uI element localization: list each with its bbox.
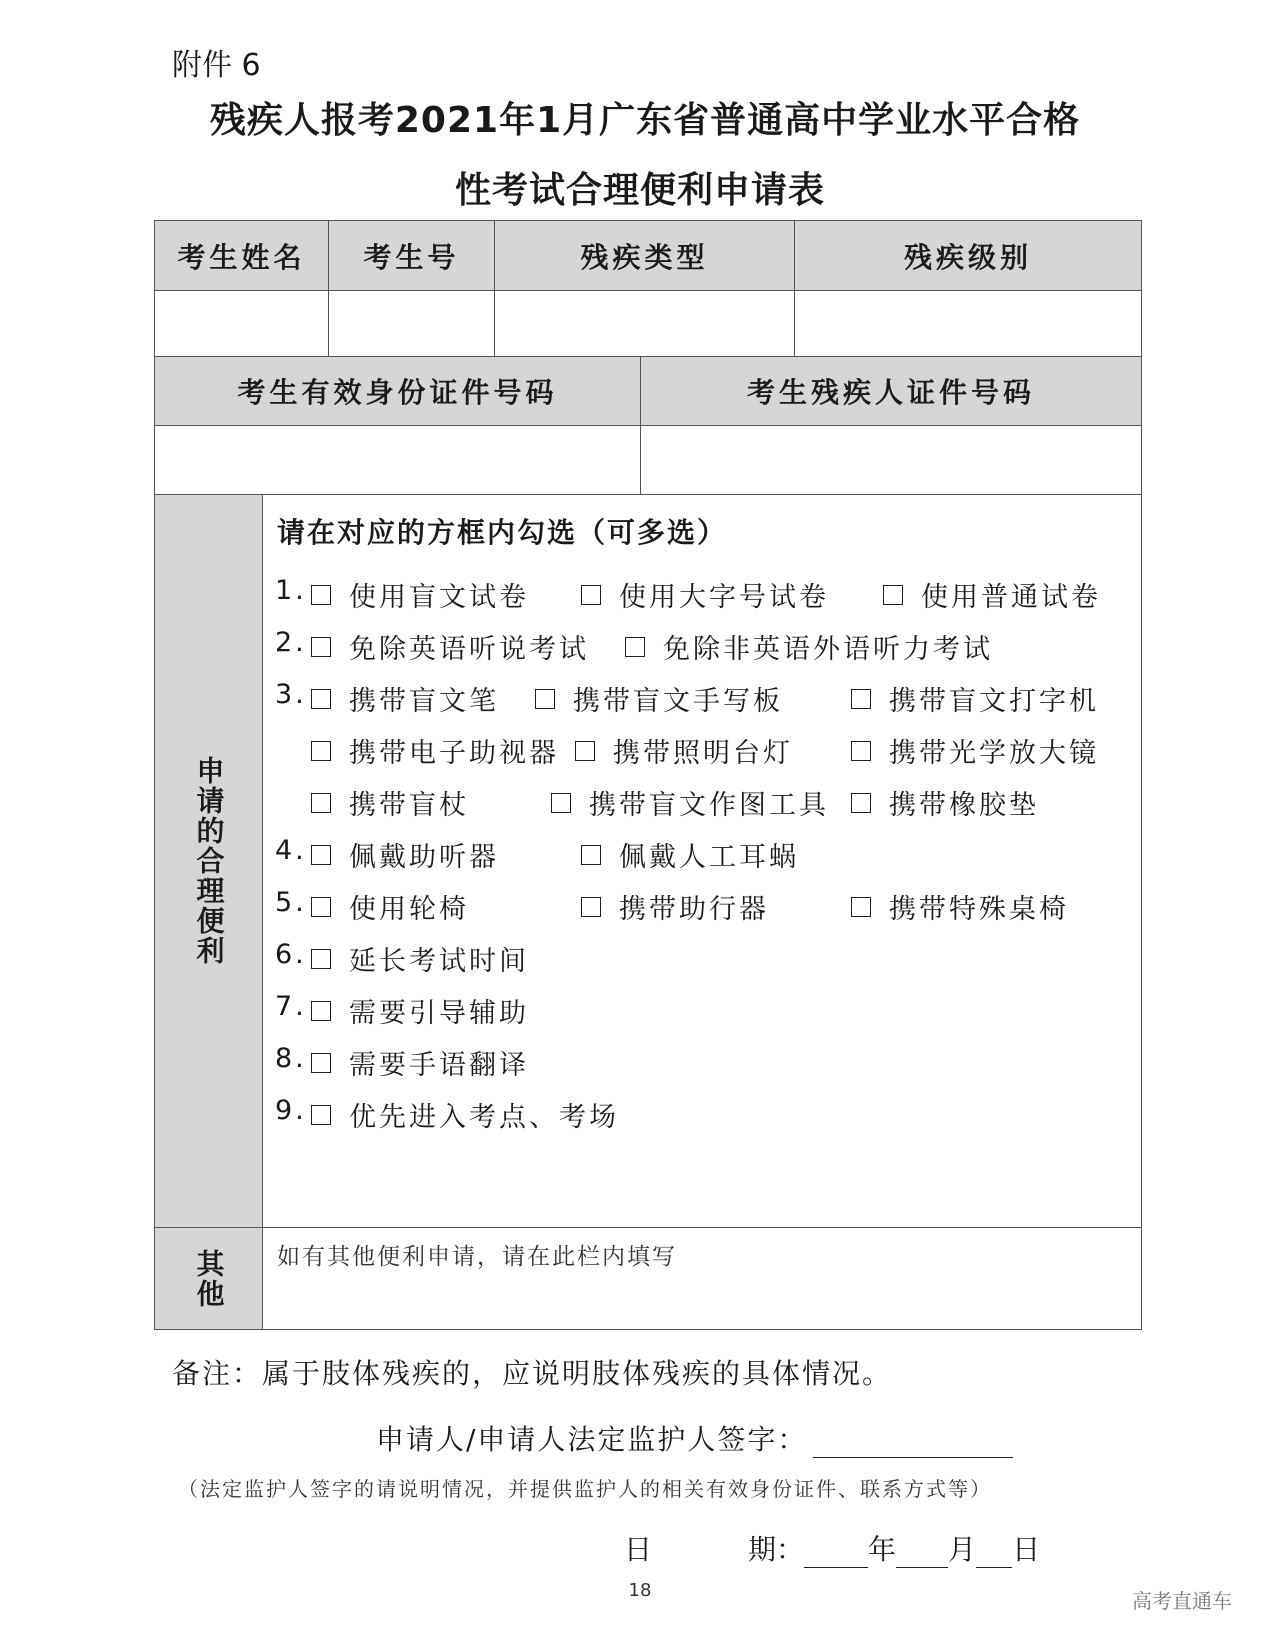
option-white-cane[interactable]: 携带盲杖 xyxy=(311,783,469,822)
day-label: 日 xyxy=(1012,1533,1041,1566)
attachment-label: 附件 6 xyxy=(172,48,261,83)
checkbox[interactable] xyxy=(581,845,601,865)
remark-text: 备注：属于肢体残疾的，应说明肢体残疾的具体情况。 xyxy=(172,1357,893,1390)
item-number: 7. xyxy=(275,991,307,1022)
year-label: 年 xyxy=(868,1533,897,1566)
option-wheelchair[interactable]: 使用轮椅 xyxy=(311,887,469,926)
month-label: 月 xyxy=(948,1533,977,1566)
checkbox[interactable] xyxy=(851,897,871,917)
checkbox[interactable] xyxy=(311,1001,331,1021)
disability-type-field[interactable] xyxy=(495,291,795,357)
form-title-line-1: 残疾人报考2021年1月广东省普通高中学业水平合格 xyxy=(209,100,1081,141)
date-label: 期： xyxy=(748,1533,805,1566)
checkbox[interactable] xyxy=(311,793,331,813)
checkbox[interactable] xyxy=(311,741,331,761)
option-optical-magnifier[interactable]: 携带光学放大镜 xyxy=(851,731,1099,770)
option-regular-paper[interactable]: 使用普通试卷 xyxy=(883,575,1101,614)
header-disability-type: 残疾类型 xyxy=(495,221,795,291)
signature-label: 申请人/申请人法定监护人签字： xyxy=(376,1423,808,1456)
accommodation-options-panel xyxy=(263,495,1141,1228)
item-number: 9. xyxy=(275,1095,307,1126)
checkbox[interactable] xyxy=(311,845,331,865)
header-disability-level: 残疾级别 xyxy=(795,221,1141,291)
watermark: 高考直通车 xyxy=(1132,1589,1232,1613)
form-title-line-2: 性考试合理便利申请表 xyxy=(454,170,825,211)
checkbox[interactable] xyxy=(851,689,871,709)
item-number: 4. xyxy=(275,835,307,866)
header-id-number: 考生有效身份证件号码 xyxy=(155,357,641,426)
accommodation-section-label xyxy=(155,495,263,1228)
application-form-table xyxy=(154,220,1142,1330)
signature-row xyxy=(376,1418,1013,1458)
option-priority-entry[interactable]: 优先进入考点、考场 xyxy=(311,1095,619,1134)
signature-line[interactable] xyxy=(813,1431,1013,1458)
option-rubber-mat[interactable]: 携带橡胶垫 xyxy=(851,783,1039,822)
header-disability-cert-number: 考生残疾人证件号码 xyxy=(641,357,1141,426)
student-number-field[interactable] xyxy=(329,291,495,357)
checkbox[interactable] xyxy=(581,585,601,605)
other-section-label xyxy=(155,1228,263,1329)
option-large-print-paper[interactable]: 使用大字号试卷 xyxy=(581,575,829,614)
option-exempt-english-listening-speaking[interactable]: 免除英语听说考试 xyxy=(311,627,589,666)
disability-level-field[interactable] xyxy=(795,291,1141,357)
id-number-field[interactable] xyxy=(155,426,641,495)
date-row xyxy=(624,1528,1040,1568)
disability-cert-number-field[interactable] xyxy=(641,426,1141,495)
option-electronic-magnifier[interactable]: 携带电子助视器 xyxy=(311,731,559,770)
item-number: 3. xyxy=(275,679,307,710)
other-label-text: 其他 xyxy=(192,1248,226,1309)
checkbox[interactable] xyxy=(851,793,871,813)
header-student-name: 考生姓名 xyxy=(155,221,329,291)
checkbox[interactable] xyxy=(535,689,555,709)
item-number: 8. xyxy=(275,1043,307,1074)
other-requests-field[interactable] xyxy=(263,1228,1141,1329)
header-student-number: 考生号 xyxy=(329,221,495,291)
checkbox[interactable] xyxy=(311,689,331,709)
option-braille-slate[interactable]: 携带盲文手写板 xyxy=(535,679,783,718)
other-hint-text: 如有其他便利申请，请在此栏内填写 xyxy=(277,1244,677,1270)
item-number: 1. xyxy=(275,575,307,606)
student-name-field[interactable] xyxy=(155,291,329,357)
option-cochlear-implant[interactable]: 佩戴人工耳蜗 xyxy=(581,835,799,874)
option-desk-lamp[interactable]: 携带照明台灯 xyxy=(575,731,793,770)
guardian-note: （法定监护人签字的请说明情况，并提供监护人的相关有效身份证件、联系方式等） xyxy=(178,1477,992,1501)
option-exempt-foreign-listening[interactable]: 免除非英语外语听力考试 xyxy=(625,627,993,666)
option-braille-typewriter[interactable]: 携带盲文打字机 xyxy=(851,679,1099,718)
checkbox[interactable] xyxy=(311,949,331,969)
option-extended-time[interactable]: 延长考试时间 xyxy=(311,939,529,978)
page-number: 18 xyxy=(628,1580,652,1601)
checkbox[interactable] xyxy=(851,741,871,761)
checkbox[interactable] xyxy=(625,637,645,657)
item-number: 2. xyxy=(275,627,307,658)
item-number: 6. xyxy=(275,939,307,970)
checkbox[interactable] xyxy=(883,585,903,605)
checkbox[interactable] xyxy=(311,585,331,605)
checkbox[interactable] xyxy=(311,637,331,657)
option-sign-language[interactable]: 需要手语翻译 xyxy=(311,1043,529,1082)
date-label-char: 日 xyxy=(624,1533,653,1566)
option-braille-pen[interactable]: 携带盲文笔 xyxy=(311,679,499,718)
month-field[interactable] xyxy=(896,1541,948,1568)
checkbox[interactable] xyxy=(311,1053,331,1073)
option-guidance-assistance[interactable]: 需要引导辅助 xyxy=(311,991,529,1030)
option-special-desk-chair[interactable]: 携带特殊桌椅 xyxy=(851,887,1069,926)
checkbox[interactable] xyxy=(311,897,331,917)
checkbox[interactable] xyxy=(581,897,601,917)
option-braille-drawing-tools[interactable]: 携带盲文作图工具 xyxy=(551,783,829,822)
accommodation-label-text: 申请的合理便利 xyxy=(192,756,226,966)
option-hearing-aid[interactable]: 佩戴助听器 xyxy=(311,835,499,874)
day-field[interactable] xyxy=(976,1541,1012,1568)
option-walker[interactable]: 携带助行器 xyxy=(581,887,769,926)
checkbox[interactable] xyxy=(575,741,595,761)
year-field[interactable] xyxy=(804,1541,868,1568)
instruction-text: 请在对应的方框内勾选（可多选） xyxy=(277,516,728,549)
checkbox[interactable] xyxy=(551,793,571,813)
item-number: 5. xyxy=(275,887,307,918)
option-braille-paper[interactable]: 使用盲文试卷 xyxy=(311,575,529,614)
checkbox[interactable] xyxy=(311,1105,331,1125)
